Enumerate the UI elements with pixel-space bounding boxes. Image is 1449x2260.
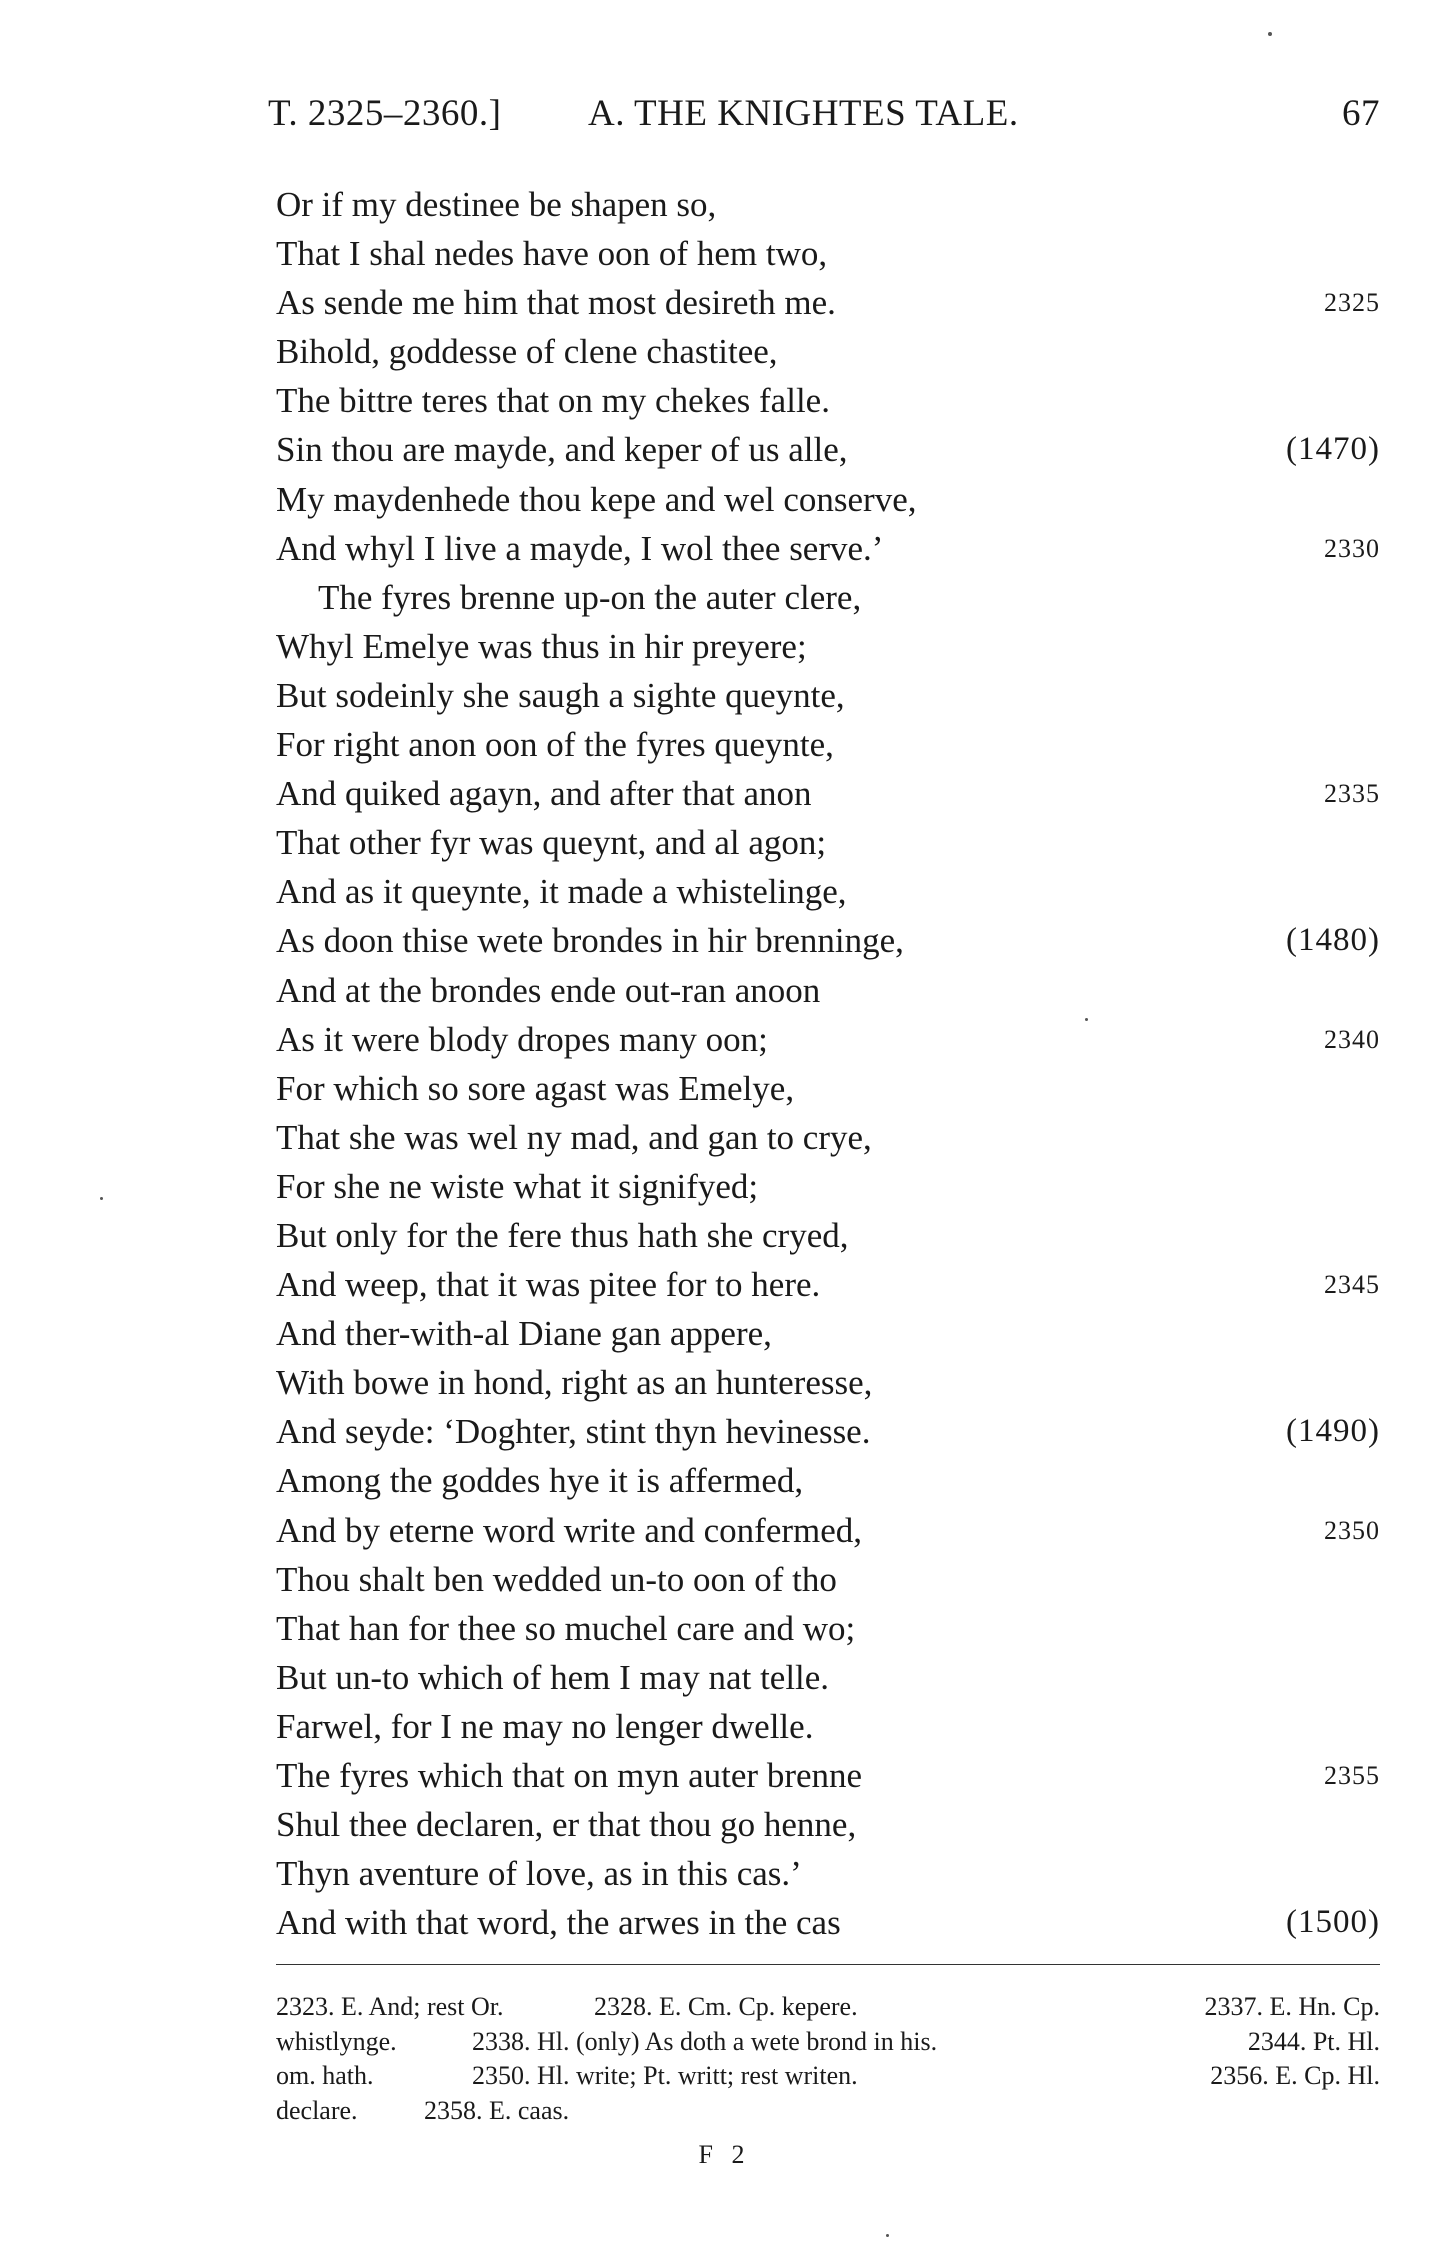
note-entry: 2338. Hl. (only) As doth a wete brond in his.: [472, 2026, 938, 2056]
poem-line: [276, 1751, 1380, 1800]
line-number: 2325: [1324, 288, 1380, 318]
note-entry: 2350. Hl. write; Pt. writt; rest writen.: [472, 2061, 858, 2090]
line-text: The bittre teres that on my chekes falle.: [276, 381, 830, 421]
poem-line: [276, 622, 1380, 671]
signature-mark: F 2: [698, 2140, 751, 2169]
poem-line: [276, 1309, 1380, 1358]
line-number: (1500): [1286, 1904, 1380, 1941]
line-number: 2345: [1324, 1270, 1380, 1300]
line-text: That she was wel ny mad, and gan to crye,: [276, 1117, 872, 1157]
poem-line: [276, 278, 1380, 327]
note-entry: declare.: [276, 2095, 358, 2125]
poem-text: [276, 180, 1380, 1947]
line-text: As it were blody dropes many oon;: [276, 1019, 768, 1059]
page-number: 67: [1342, 93, 1380, 134]
line-text: Shul thee declaren, er that thou go henne,: [276, 1805, 857, 1845]
line-number: 2335: [1324, 779, 1380, 809]
line-text: And ther-with-al Diane gan appere,: [276, 1314, 772, 1354]
poem-line: [276, 1456, 1380, 1505]
line-text: But un-to which of hem I may nat telle.: [276, 1657, 830, 1697]
line-text: But sodeinly she saugh a sighte queynte,: [276, 675, 845, 715]
note-entry: whistlynge.: [276, 2026, 397, 2056]
line-text: Farwel, for I ne may no lenger dwelle.: [276, 1706, 814, 1746]
line-text: The fyres which that on myn auter brenne: [276, 1756, 863, 1795]
poem-line: [276, 1555, 1380, 1604]
poem-line: [276, 1898, 1380, 1947]
note-line: [276, 2025, 1380, 2060]
print-speck: [1268, 32, 1272, 36]
poem-line: [276, 1015, 1380, 1064]
line-text: For she ne wiste what it signifyed;: [276, 1166, 759, 1206]
poem-line: [276, 524, 1380, 573]
note-entry: om. hath.: [276, 2061, 374, 2090]
line-text: Bihold, goddesse of clene chastitee,: [276, 332, 778, 372]
poem-line: [276, 1849, 1380, 1898]
poem-line: [276, 1113, 1380, 1162]
poem-line: [276, 916, 1380, 965]
poem-line: [276, 671, 1380, 720]
line-text: As doon thise wete brondes in hir brenninge,: [276, 921, 904, 961]
note-entry: 2337. E. Hn. Cp.: [1204, 1992, 1380, 2021]
note-entry: 2344. Pt. Hl.: [1247, 2026, 1380, 2056]
note-entry: 2356. E. Cp. Hl.: [1210, 2061, 1380, 2090]
poem-line: [276, 425, 1380, 474]
note-line: [276, 2094, 1380, 2129]
line-text: And seyde: ‘Doghter, stint thyn hevinesse.: [276, 1412, 871, 1452]
line-text: And as it queynte, it made a whistelinge,: [276, 872, 847, 912]
poem-line: [276, 573, 1380, 622]
print-speck: [1085, 1018, 1088, 1021]
line-text: Or if my destinee be shapen so,: [276, 185, 717, 224]
poem-line: [276, 1211, 1380, 1260]
poem-line: [276, 1653, 1380, 1702]
poem-line: [276, 867, 1380, 916]
line-text: Thyn aventure of love, as in this cas.’: [276, 1854, 802, 1894]
poem-line: [276, 1064, 1380, 1113]
textual-notes: [276, 1990, 1380, 2128]
poem-line: [276, 818, 1380, 867]
line-text: And quiked agayn, and after that anon: [276, 774, 812, 814]
poem-line: [276, 1506, 1380, 1555]
line-text: And by eterne word write and confermed,: [276, 1510, 863, 1550]
note-line: [276, 1990, 1380, 2025]
line-text: With bowe in hond, right as an hunteresse,: [276, 1363, 873, 1403]
line-text: Among the goddes hye it is affermed,: [276, 1461, 804, 1501]
poem-line: [276, 1702, 1380, 1751]
header-title: A. THE KNIGHTES TALE.: [588, 93, 1019, 134]
poem-line: [276, 1358, 1380, 1407]
note-entry: 2358. E. caas.: [424, 2095, 570, 2125]
footnote-divider: [276, 1964, 1380, 1965]
running-header: [268, 92, 1380, 142]
line-number: 2355: [1324, 1761, 1380, 1790]
print-speck: [886, 2234, 889, 2237]
line-text: And with that word, the arwes in the cas: [276, 1903, 841, 1943]
line-text: Whyl Emelye was thus in hir preyere;: [276, 626, 807, 666]
poem-line: [276, 1260, 1380, 1309]
line-text: My maydenhede thou kepe and wel conserve,: [276, 479, 917, 519]
line-number: (1470): [1286, 431, 1380, 468]
poem-line: [276, 327, 1380, 376]
line-number: (1480): [1286, 922, 1380, 959]
poem-line: [276, 1162, 1380, 1211]
poem-line: [276, 229, 1380, 278]
poem-line: [276, 769, 1380, 818]
line-text: That I shal nedes have oon of hem two,: [276, 234, 828, 274]
line-text: And at the brondes ende out-ran anoon: [276, 970, 821, 1010]
line-text: For right anon oon of the fyres queynte,: [276, 725, 834, 765]
poem-line: [276, 1407, 1380, 1456]
line-text: Sin thou are mayde, and keper of us alle,: [276, 430, 848, 470]
line-text: The fyres brenne up-on the auter clere,: [318, 577, 862, 617]
line-number: 2330: [1324, 533, 1380, 563]
line-text: And whyl I live a mayde, I wol thee serve.’: [276, 528, 884, 568]
line-text: For which so sore agast was Emelye,: [276, 1068, 795, 1108]
note-line: [276, 2059, 1380, 2094]
poem-line: [276, 1604, 1380, 1653]
line-text: But only for the fere thus hath she cryed,: [276, 1215, 849, 1255]
note-entry: 2323. E. And; rest Or.: [276, 1992, 504, 2021]
poem-line: [276, 720, 1380, 769]
line-number: 2350: [1324, 1515, 1380, 1545]
line-text: And weep, that it was pitee for to here.: [276, 1265, 821, 1305]
line-text: That other fyr was queynt, and al agon;: [276, 823, 827, 863]
line-number: (1490): [1286, 1413, 1380, 1450]
line-text: That han for thee so muchel care and wo;: [276, 1608, 856, 1648]
line-number: 2340: [1324, 1024, 1380, 1054]
note-entry: 2328. E. Cm. Cp. kepere.: [594, 1992, 858, 2021]
poem-line: [276, 966, 1380, 1015]
header-line-range: T. 2325–2360.]: [268, 93, 502, 134]
line-text: As sende me him that most desireth me.: [276, 283, 836, 323]
poem-line: [276, 376, 1380, 425]
line-text: Thou shalt ben wedded un-to oon of tho: [276, 1559, 837, 1599]
print-speck: [100, 1197, 103, 1200]
poem-line: [276, 475, 1380, 524]
poem-line: [276, 1800, 1380, 1849]
poem-line: [276, 180, 1380, 229]
